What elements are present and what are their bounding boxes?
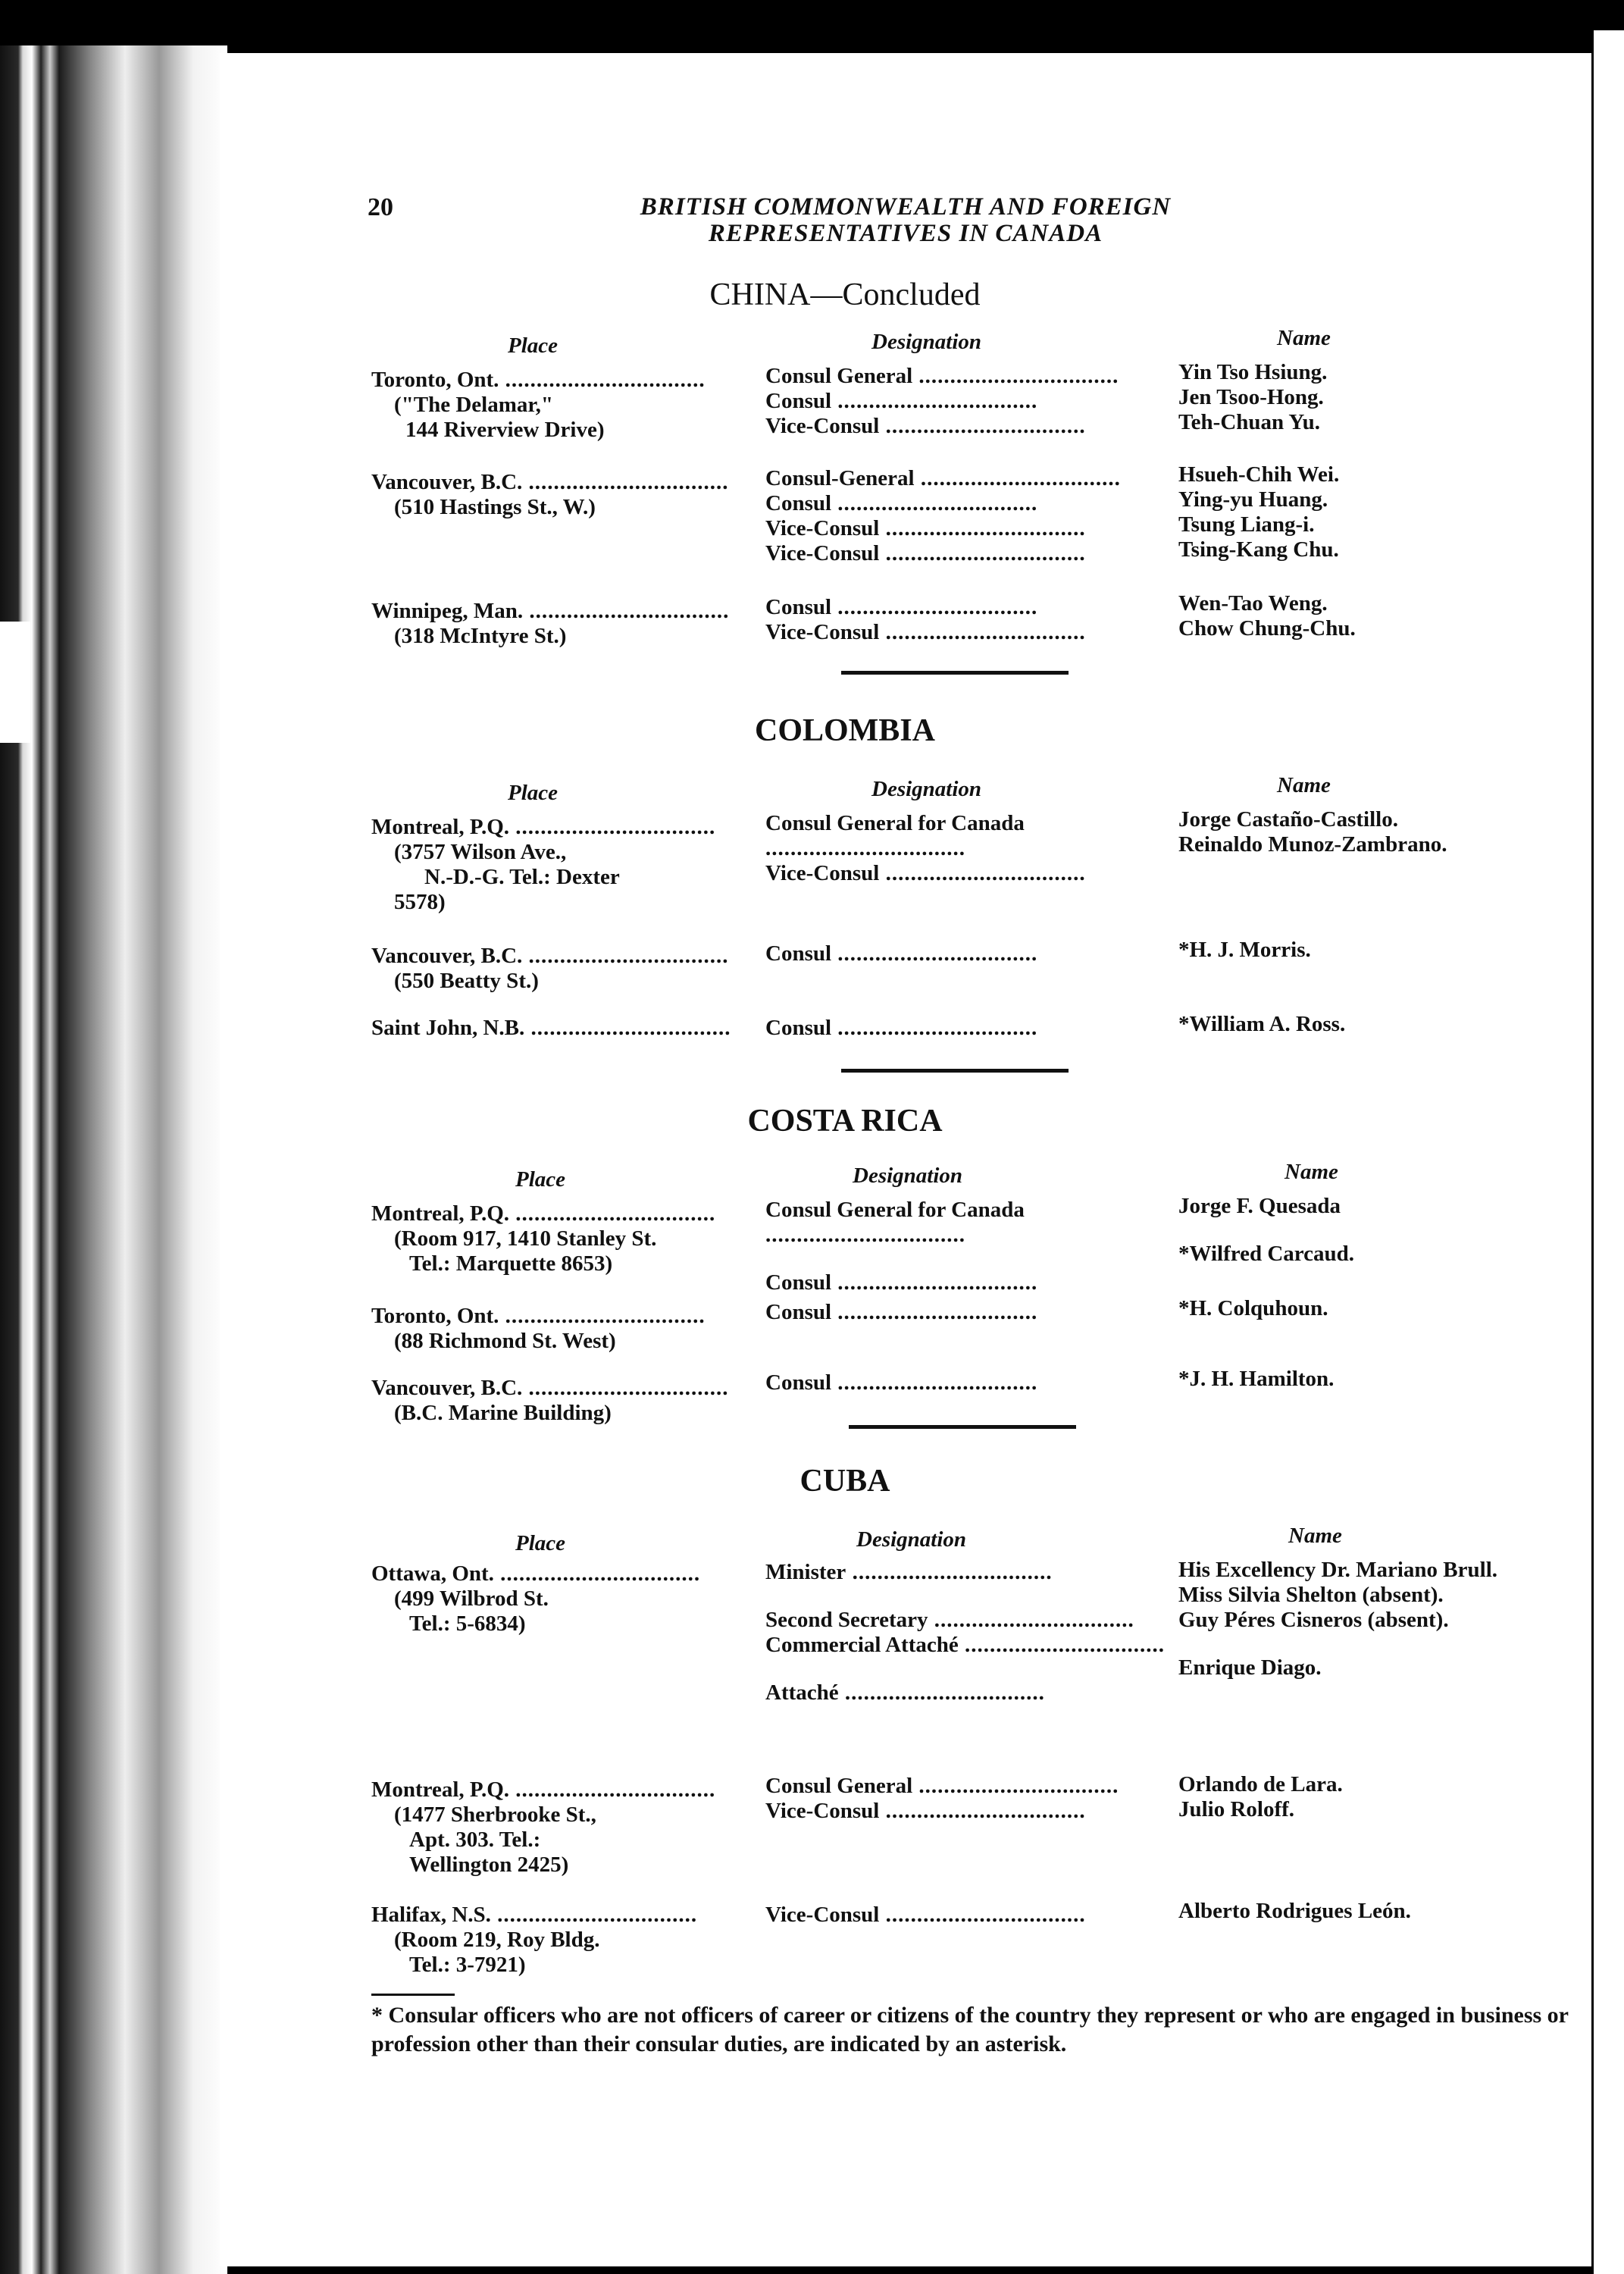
column-header-place: Place bbox=[515, 1531, 566, 1555]
entry-names: Orlando de Lara. Julio Roloff. bbox=[1178, 1772, 1343, 1821]
entry-names: Alberto Rodrigues León. bbox=[1178, 1899, 1411, 1923]
column-header-place: Place bbox=[508, 334, 559, 358]
entry-place: Vancouver, B.C. ..... (550 Beatty St.) bbox=[371, 944, 750, 994]
entry-designations: Consul General for Canada ..... Vice-Consul ..... bbox=[765, 811, 1190, 886]
entry-names: His Excellency Dr. Mariano Brull. Miss Silvia Shelton (absent). Guy Péres Cisneros (absent). Enrique Diago. bbox=[1178, 1558, 1498, 1680]
entry-names: *William A. Ross. bbox=[1178, 1012, 1346, 1036]
entry-place: Winnipeg, Man. ..... (318 McIntyre St.) bbox=[371, 599, 750, 649]
entry-designations: Consul ..... bbox=[765, 941, 1190, 966]
entry-designations: Consul-General ..... Consul ..... Vice-Consul ..... Vice-Consul ..... bbox=[765, 466, 1190, 566]
entry-names: *H. J. Morris. bbox=[1178, 938, 1311, 962]
entry-place: Saint John, N.B. ..... bbox=[371, 1016, 750, 1041]
entry-names: Jorge F. Quesada *Wilfred Carcaud. bbox=[1178, 1194, 1355, 1266]
entry-place: Ottawa, Ont. ..... (499 Wilbrod St. Tel.: 5-6834) bbox=[371, 1561, 750, 1637]
entry-designations: Consul ..... bbox=[765, 1016, 1190, 1041]
entry-names: *J. H. Hamilton. bbox=[1178, 1367, 1335, 1391]
column-header-name: Name bbox=[1277, 326, 1331, 350]
document-page bbox=[220, 53, 1591, 2266]
country-heading-china: CHINA—Concluded bbox=[709, 277, 981, 312]
entry-designations: Minister ..... Second Secretary ..... Commercial Attaché ..... Attaché ..... bbox=[765, 1560, 1190, 1706]
column-header-designation: Designation bbox=[871, 777, 982, 801]
entry-place: Toronto, Ont. ..... (88 Richmond St. West) bbox=[371, 1304, 750, 1354]
column-header-place: Place bbox=[508, 781, 559, 805]
section-divider bbox=[841, 671, 1069, 675]
entry-designations: Consul ..... Vice-Consul ..... bbox=[765, 595, 1190, 645]
entry-place: Vancouver, B.C. ..... (B.C. Marine Building) bbox=[371, 1376, 750, 1426]
entry-designations: Consul ..... bbox=[765, 1300, 1190, 1325]
entry-place: Toronto, Ont. ..... ("The Delamar," 144 Riverview Drive) bbox=[371, 368, 750, 443]
entry-place: Montreal, P.Q. ..... (1477 Sherbrooke St., Apt. 303. Tel.: Wellington 2425) bbox=[371, 1778, 750, 1878]
column-header-place: Place bbox=[515, 1167, 566, 1192]
page-edge-tab bbox=[0, 622, 30, 743]
column-header-name: Name bbox=[1288, 1524, 1342, 1548]
column-header-designation: Designation bbox=[871, 330, 982, 354]
entry-designations: Consul General for Canada ..... Consul ..... bbox=[765, 1198, 1190, 1295]
page-number: 20 bbox=[368, 193, 393, 221]
running-title-line-1: BRITISH COMMONWEALTH AND FOREIGN bbox=[640, 193, 1172, 221]
entry-place: Montreal, P.Q. ..... (Room 917, 1410 Stanley St. Tel.: Marquette 8653) bbox=[371, 1201, 750, 1276]
entry-place: Vancouver, B.C. ..... (510 Hastings St., W.) bbox=[371, 470, 750, 520]
column-header-designation: Designation bbox=[853, 1164, 963, 1188]
entry-names: *H. Colquhoun. bbox=[1178, 1296, 1328, 1320]
entry-place: Montreal, P.Q. ..... (3757 Wilson Ave., N.-D.-G. Tel.: Dexter 5578) bbox=[371, 815, 750, 915]
country-heading-colombia: COLOMBIA bbox=[754, 713, 935, 748]
section-divider bbox=[849, 1425, 1076, 1429]
entry-names: Hsueh-Chih Wei. Ying-yu Huang. Tsung Liang-i. Tsing-Kang Chu. bbox=[1178, 462, 1340, 562]
entry-designations: Consul General ..... Consul ..... Vice-Consul ..... bbox=[765, 364, 1190, 439]
entry-designations: Consul ..... bbox=[765, 1370, 1190, 1395]
footnote: * Consular officers who are not officers of career or citizens of the country they represent or who are engaged in business or profession other than their consular duties, are indicated by an asterisk. bbox=[371, 2003, 1569, 2056]
column-header-name: Name bbox=[1284, 1160, 1338, 1184]
running-title-line-2: REPRESENTATIVES IN CANADA bbox=[708, 220, 1103, 247]
entry-designations: Consul General ..... Vice-Consul ..... bbox=[765, 1774, 1190, 1824]
entry-names: Wen-Tao Weng. Chow Chung-Chu. bbox=[1178, 591, 1356, 641]
entry-place: Halifax, N.S. ..... (Room 219, Roy Bldg. Tel.: 3-7921) bbox=[371, 1903, 750, 1978]
country-heading-cuba: CUBA bbox=[799, 1464, 890, 1499]
footnote-rule bbox=[371, 1994, 455, 1996]
column-header-designation: Designation bbox=[856, 1527, 967, 1552]
entry-designations: Vice-Consul ..... bbox=[765, 1903, 1190, 1928]
book-spine-edge bbox=[0, 45, 227, 2274]
entry-names: Jorge Castaño-Castillo. Reinaldo Munoz-Zambrano. bbox=[1178, 807, 1447, 857]
section-divider bbox=[841, 1069, 1069, 1073]
column-header-name: Name bbox=[1277, 773, 1331, 797]
entry-names: Yin Tso Hsiung. Jen Tsoo-Hong. Teh-Chuan Yu. bbox=[1178, 360, 1328, 434]
right-page-edge bbox=[1589, 30, 1624, 2274]
country-heading-costa-rica: COSTA RICA bbox=[747, 1104, 943, 1139]
